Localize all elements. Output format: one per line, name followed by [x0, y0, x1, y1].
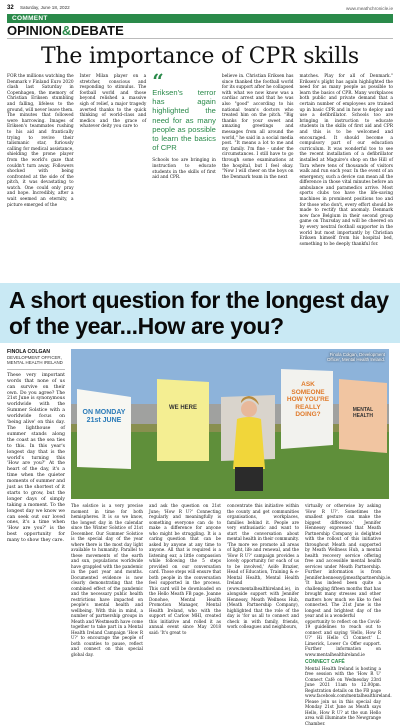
feature-left-column [7, 349, 65, 693]
photo-caption [327, 352, 385, 363]
feature-headline-box [0, 283, 400, 343]
feature-column-1: These very important words that none of us can survive on their own. Do you agree? The 21st June is synonymous worldwide with the Summer Solstice with a worldwide focus on 'being alive' on this day. The lighthouse of summer stands along the coast as the sea ties to this. In this year's longest day that is the world's turning this 'How are you?' At the heart of the day, it's a time when the quieter moments of summer and just as the shortest of it starts to grow, but the longer days of simply taking a moment. To the longest day we know we can seek out our loved ones, it's a time when 'How are you?' is the best opportunity for many to show they care. [7, 373, 65, 544]
sign-on-monday: ON MONDAY 21st JUNE [81, 409, 127, 425]
feature-column-3: and ask the question on 21st June; 'How R U?' Connecting regularly and meaningfully is something everyone can do to make a difference for anyone who might be struggling. It is a caring question that can be asked by anyone at any time to anyone. All that is required is a listening ear, a little compassion while following the 5 steps provided on our conversation card. Those steps will ensure that both people in the conversation feel supported in the process. This card will be downloaded on the Hello Meath FB page. Joanne Donohoe, Mental Health Promotion Manager, Mental Health Ireland, who with the support of Carlow MHI, created this initiative and rolled it as annual event since May 2018 said: 'It's great to [149, 503, 221, 693]
pull-quote-body: Schools too are bringing in instruction to educate students in the skills of first aid and CPR. [152, 158, 216, 180]
comment-label: COMMENT [12, 15, 48, 22]
pull-quote [152, 74, 216, 275]
comment-band [7, 14, 393, 23]
section-heading [7, 23, 393, 39]
feature-columns [71, 503, 393, 693]
editorial-column-4: believe in. Christian Eriksen has since thanked the football world for its support after he collapsed with what we now know was a cardiac arrest and that he was also "good" according to his national team's doctors who treated him on the pitch. "Big thanks for your sweet and amazing greetings and messages from all around the world," he said in a social media post. "It means a lot to me and my family. I'm fine - under the circumstances. I still have to go through some examinations at the hospital, but I feel okay. "Now I will cheer on the boys on the Denmark team in the next [222, 74, 294, 275]
editorial-body [7, 74, 393, 275]
feature-right [71, 349, 393, 693]
sign-mental-health: MENTAL HEALTH [343, 407, 383, 419]
editorial-column-5: matches. Play for all of Denmark." Eriksen's plight has again highlighted the need for as many people as possible to learn the basics of CPR. Many workplaces both public and private demand that a certain number of employees are trained up in basic CPR and in how to deploy and use a defibrillator. Schools too are bringing in instruction to educate students in the skills of first aid and CPR and this is to be welcomed and encouraged. It should become a compulsory part of our education curriculum. It was wonderful too to see the recent installation of a defibrillator installed at Maguire's shop on the Hill of Tara where tens of thousands of visitors walk and run each year. In the event of an emergency, such a device can mean all the difference in those vital minutes before an ambulance and paramedics arrive. Most sports clubs too have the life-saving machines in prominent positions too and for those who don't, every effort should be made to rectify that anomaly. Denmark now face Belgium in their second group game on Thursday and will be cheered on by every neutral football supporter in the world but most importantly by Christian Eriksen himself from his hospital bed, something to be deeply thankful for. [300, 74, 393, 275]
section-amp: & [62, 23, 71, 38]
page-number: 32 [7, 5, 14, 11]
page-topline [7, 4, 393, 12]
quote-mark-icon: “ [152, 74, 216, 88]
byline-role: DEVELOPMENT OFFICER, [7, 355, 65, 360]
photo-caption-line-1: Finola Colgan, Development [327, 352, 385, 357]
feature-column-5-text: virtually or otherwise by asking 'How R U?'. Sometimes the smallest gesture can make the biggest difference.' Jennifer Hennessy expressed that Meath Partnership Company is delighted with the rollout of this initiative throughout Meath and supported by Meath Wellness Hub, a mental health recovery service offering free and accessible mental health services under Meath Partnership. Further information is from Jennifer.hennessy@meathpartnership.ie. 'It has indeed been quite a challenging fifteen months that has brought many stresses and other matters how much we like to feel connected. The 21st June is the longest and brightest day of the year and is a wonderful [305, 503, 381, 619]
feature-column-2: The solstice is a very precise moment in time for both hemispheres. It is so we know, the longest day in the calendar since the Winter Solstice of 21st December. Our Summer Solstice is the special day of the year where there is the most day light available to humanity. Parallel to these movements of the earth and sun, populations worldwide have grappled with the pandemic in the past year and months. Documented evidence is now clearly demonstrating that the combined effect of the pandemic and the necessary public health restrictions have impacted on people's mental health and wellbeing. With this in mind, a number of partnership groups in Meath and Westmeath have come together to take part in a Mental Health Ireland Campaign 'How R U?' to encourage the people of both counties to pause, reflect and connect on this special global day. [71, 503, 143, 693]
feature-column-6-text: opportunity to reflect on the Covid-19 guidelines to reach out to connect and saying 'Hello, How R U?' Hi Hello Cl Connect' L. Limerick, Lower Co Offer support. Further information on www.mentalhealthireland.ie [305, 619, 381, 658]
byline [7, 349, 65, 370]
section-part2: DEBATE [71, 23, 123, 38]
sign-ask-someone: ASK SOMEONE HOW YOU'RE REALLY DOING? [285, 381, 331, 419]
sign-we-here: WE HERE [161, 405, 205, 412]
photo [71, 349, 389, 499]
photo-caption-line-2: Officer, Mental Health Ireland. [327, 357, 385, 362]
feature-body [7, 349, 393, 693]
main-headline: The importance of CPR skills [7, 44, 393, 70]
connect-cafe-heading: CONNECT CAFÉ [305, 660, 381, 666]
editorial-column-2: Inter Milan player on a stretcher, conscious and responding to stimulus. The football world and those beyond relished a massive sigh of relief, a major tragedy averted thanks to the quick thinking of world-class and medics and the grace of whatever deity you care to [80, 74, 147, 275]
byline-name: FINOLA COLGAN [7, 349, 65, 355]
section-part1: OPINION [7, 23, 62, 38]
feature-column-4: concentrate this initiative within the county and get communities organisations, workplaces, families behind it. People are very enthusiastic and want to start the conversation about mental health in their community. 'The more we promote all areas of light, life and renewal, and the 'How R U?' campaign provides a lovely opportunity for each of us to be involved,' Aoife Brazier, Head of Education, Training & e-Mental Health, Mental Health Ireland (www.mentalhealthireland.ie), in alongside support with Jennifer Hennessy, Meath Wellness Hub, (Meath Partnership Company), highlighted that the role of the day is 'for us all to connect and check in with family, friends, work colleagues and neighbours, [227, 503, 299, 693]
date-line: Saturday, June 18, 2022 [20, 5, 70, 10]
pull-quote-text: Eriksen's terror has again highlighted the need for as many people as possible to learn the basics of CPR [152, 88, 216, 152]
byline-org: MENTAL HEALTH IRELAND [7, 360, 65, 365]
feature-column-5 [305, 503, 381, 693]
connect-cafe-text: Mental Health Ireland is hosting a free session with the 'How R U' Connect Café on Wednesday 23rd June 2021 11am to 12.00pm. Registration details on the FB page www.facebook.com/mentalhealthireland. Please join us in this special day Monday 21st June as Meath says Hello, How R U? at the sun Hello area will illuminate the Newgrange Chamber. [305, 666, 381, 726]
feature-headline: A short question for the longest day of the year...How are you? [9, 287, 391, 339]
website-url[interactable]: www.meathchronicle.ie [346, 6, 393, 11]
editorial-column-1: FOR the millions watching the Denmark v Finland Euro 2020 clash last Saturday in Copenhagen, the memory of Christian Eriksen stumbling and falling, lifeless to the ground, will never leave them. The minutes that followed were harrowing. Images of Eriksen's teammates rushing to his aid and frantically trying to revive their talismanic star, furiously calling for medical assistance, shielding the prone player from the world's gaze that couldn't turn away. Followers shocked with being confronted at the side of the pitch, it was devastating to watch. One could only pray and hope. Incredibly, after a wait seemed an eternity, a picture emerged of the [7, 74, 74, 275]
